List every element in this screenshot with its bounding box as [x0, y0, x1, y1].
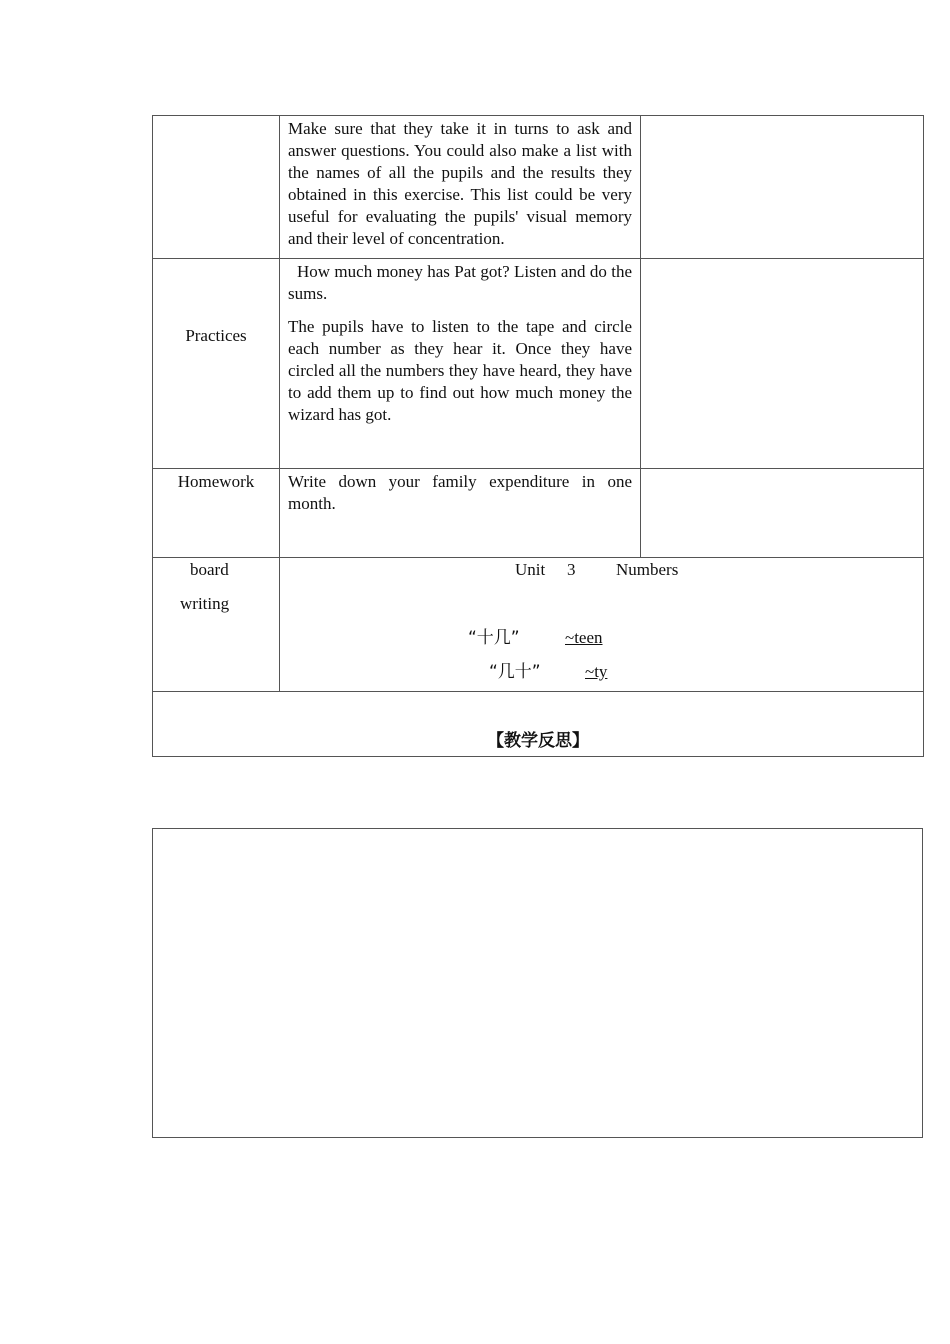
board-writing-cell — [280, 558, 924, 692]
table-row — [153, 116, 924, 259]
content-cell — [280, 116, 641, 259]
lesson-plan-table — [152, 115, 924, 757]
reflection-cell — [153, 692, 924, 757]
writing-label: writing — [180, 594, 230, 613]
practices-label: Practices — [185, 326, 247, 345]
notes-cell — [641, 116, 924, 259]
teen-chinese: “十几” — [468, 628, 520, 648]
practices-task: How much money has Pat got? Listen and do the sums. — [288, 262, 632, 303]
teen-suffix: ~teen — [565, 628, 603, 647]
row-label-cell — [153, 116, 280, 259]
table-row-board-writing — [153, 558, 924, 692]
row-label-cell — [153, 558, 280, 692]
unit-number: 3 — [567, 560, 576, 579]
practices-instructions: The pupils have to listen to the tape and circle each number as they hear it. Once they have circled all the numbers they have heard, they have to add them up to find out how much money the wizard has got. — [288, 317, 632, 424]
table-row-reflection — [153, 692, 924, 757]
table-row-practices — [153, 259, 924, 469]
board-label: board — [190, 560, 229, 579]
ty-chinese: “几十” — [489, 662, 541, 682]
pair-work-instructions: Make sure that they take it in turns to ask and answer questions. You could also make a list with the names of all the pupils and the results they obtained in this exercise. This list could be very useful for evaluating the pupils' visual memory and their level of concentration. — [288, 119, 632, 248]
notes-cell — [641, 259, 924, 469]
row-label-cell — [153, 469, 280, 558]
reflection-box — [152, 828, 923, 1138]
homework-label: Homework — [177, 472, 255, 491]
content-cell — [280, 469, 641, 558]
row-label-cell — [153, 259, 280, 469]
ty-suffix: ~ty — [585, 662, 608, 681]
table-row-homework — [153, 469, 924, 558]
unit-title: Numbers — [616, 560, 679, 579]
reflection-title: 【教学反思】 — [487, 731, 589, 751]
content-cell — [280, 259, 641, 469]
unit-word: Unit — [515, 560, 546, 579]
homework-content: Write down your family expenditure in one month. — [288, 472, 632, 513]
notes-cell — [641, 469, 924, 558]
